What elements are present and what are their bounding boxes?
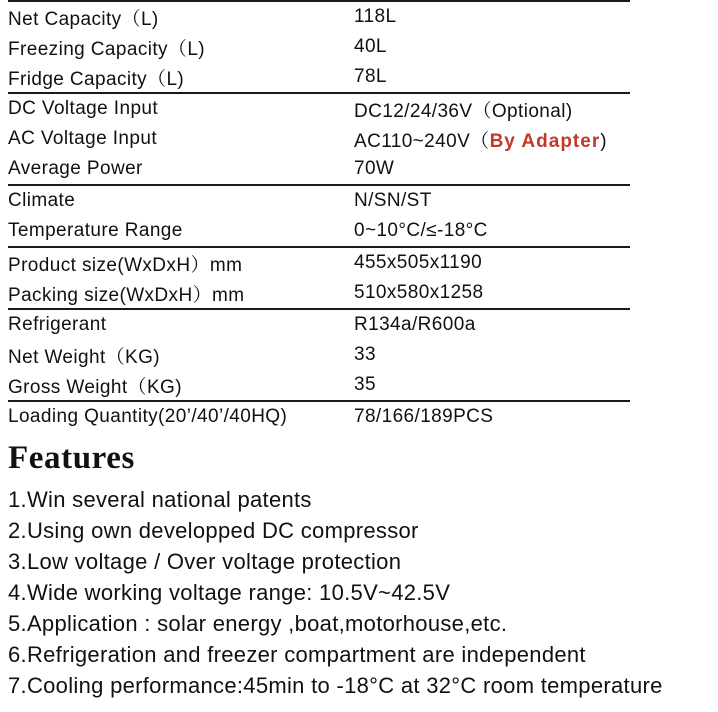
spec-value bbox=[354, 126, 607, 153]
feature-item: 2.Using own developped DC compressor bbox=[8, 518, 419, 543]
spec-group-power bbox=[8, 94, 630, 186]
spec-group-capacity bbox=[8, 0, 630, 94]
feature-item: 7.Cooling performance:45min to -18°C at 32°C room temperature bbox=[8, 673, 663, 698]
spec-label: Freezing Capacity（L) bbox=[8, 38, 206, 60]
spec-row-gross-weight bbox=[8, 370, 630, 400]
spec-value: N/SN/ST bbox=[354, 190, 432, 211]
spec-label: Product size(WxDxH）mm bbox=[8, 254, 243, 276]
spec-row-refrigerant bbox=[8, 310, 630, 340]
spec-group-weight bbox=[8, 310, 630, 402]
spec-group-climate bbox=[8, 186, 630, 248]
spec-label: Net Weight（KG) bbox=[8, 346, 161, 368]
spec-value: 78/166/189PCS bbox=[354, 406, 494, 427]
spec-value: 70W bbox=[354, 158, 395, 179]
spec-row-net-weight bbox=[8, 340, 630, 370]
spec-row-climate bbox=[8, 186, 630, 216]
spec-row-net-capacity bbox=[8, 2, 630, 32]
spec-label: Refrigerant bbox=[8, 314, 107, 335]
spec-group-size bbox=[8, 248, 630, 310]
spec-row-temperature-range bbox=[8, 216, 630, 246]
feature-item: 5.Application : solar energy ,boat,motorhouse,etc. bbox=[8, 611, 508, 636]
spec-label: Fridge Capacity（L) bbox=[8, 68, 185, 90]
spec-label: Loading Quantity(20’/40’/40HQ) bbox=[8, 406, 288, 427]
ac-voltage-range: AC110~240V（ bbox=[354, 130, 490, 152]
closing-paren: ) bbox=[600, 130, 607, 152]
spec-value: 40L bbox=[354, 36, 387, 57]
spec-label: Gross Weight（KG) bbox=[8, 376, 182, 398]
spec-value: 0~10°C/≤-18°C bbox=[354, 220, 488, 241]
spec-label: Packing size(WxDxH）mm bbox=[8, 284, 245, 306]
spec-value: DC12/24/36V（Optional) bbox=[354, 100, 573, 122]
spec-value: R134a/R600a bbox=[354, 314, 476, 335]
spec-label: Average Power bbox=[8, 158, 143, 179]
spec-row-loading-quantity bbox=[8, 402, 630, 432]
spec-label: Temperature Range bbox=[8, 220, 183, 241]
spec-row-average-power bbox=[8, 154, 630, 184]
spec-row-ac-voltage bbox=[8, 124, 630, 154]
spec-value: 35 bbox=[354, 374, 376, 395]
feature-item: 3.Low voltage / Over voltage protection bbox=[8, 549, 402, 574]
feature-item: 1.Win several national patents bbox=[8, 487, 312, 512]
spec-label: Net Capacity（L) bbox=[8, 8, 159, 30]
spec-value: 510x580x1258 bbox=[354, 282, 484, 303]
adapter-note: By Adapter bbox=[489, 130, 601, 152]
spec-label: AC Voltage Input bbox=[8, 128, 158, 149]
spec-label: Climate bbox=[8, 190, 76, 211]
spec-value: 455x505x1190 bbox=[354, 252, 483, 273]
spec-row-freezing-capacity bbox=[8, 32, 630, 62]
spec-value: 33 bbox=[354, 344, 376, 365]
features-list bbox=[8, 484, 663, 701]
spec-label: DC Voltage Input bbox=[8, 98, 159, 119]
spec-row-product-size bbox=[8, 248, 630, 278]
spec-table bbox=[8, 0, 630, 432]
spec-row-dc-voltage bbox=[8, 94, 630, 124]
spec-row-fridge-capacity bbox=[8, 62, 630, 92]
features-heading: Features bbox=[8, 440, 135, 476]
feature-item: 6.Refrigeration and freezer compartment are independent bbox=[8, 642, 586, 667]
spec-row-packing-size bbox=[8, 278, 630, 308]
spec-value: 78L bbox=[354, 66, 387, 87]
spec-value: 118L bbox=[354, 6, 397, 27]
feature-item: 4.Wide working voltage range: 10.5V~42.5V bbox=[8, 580, 451, 605]
